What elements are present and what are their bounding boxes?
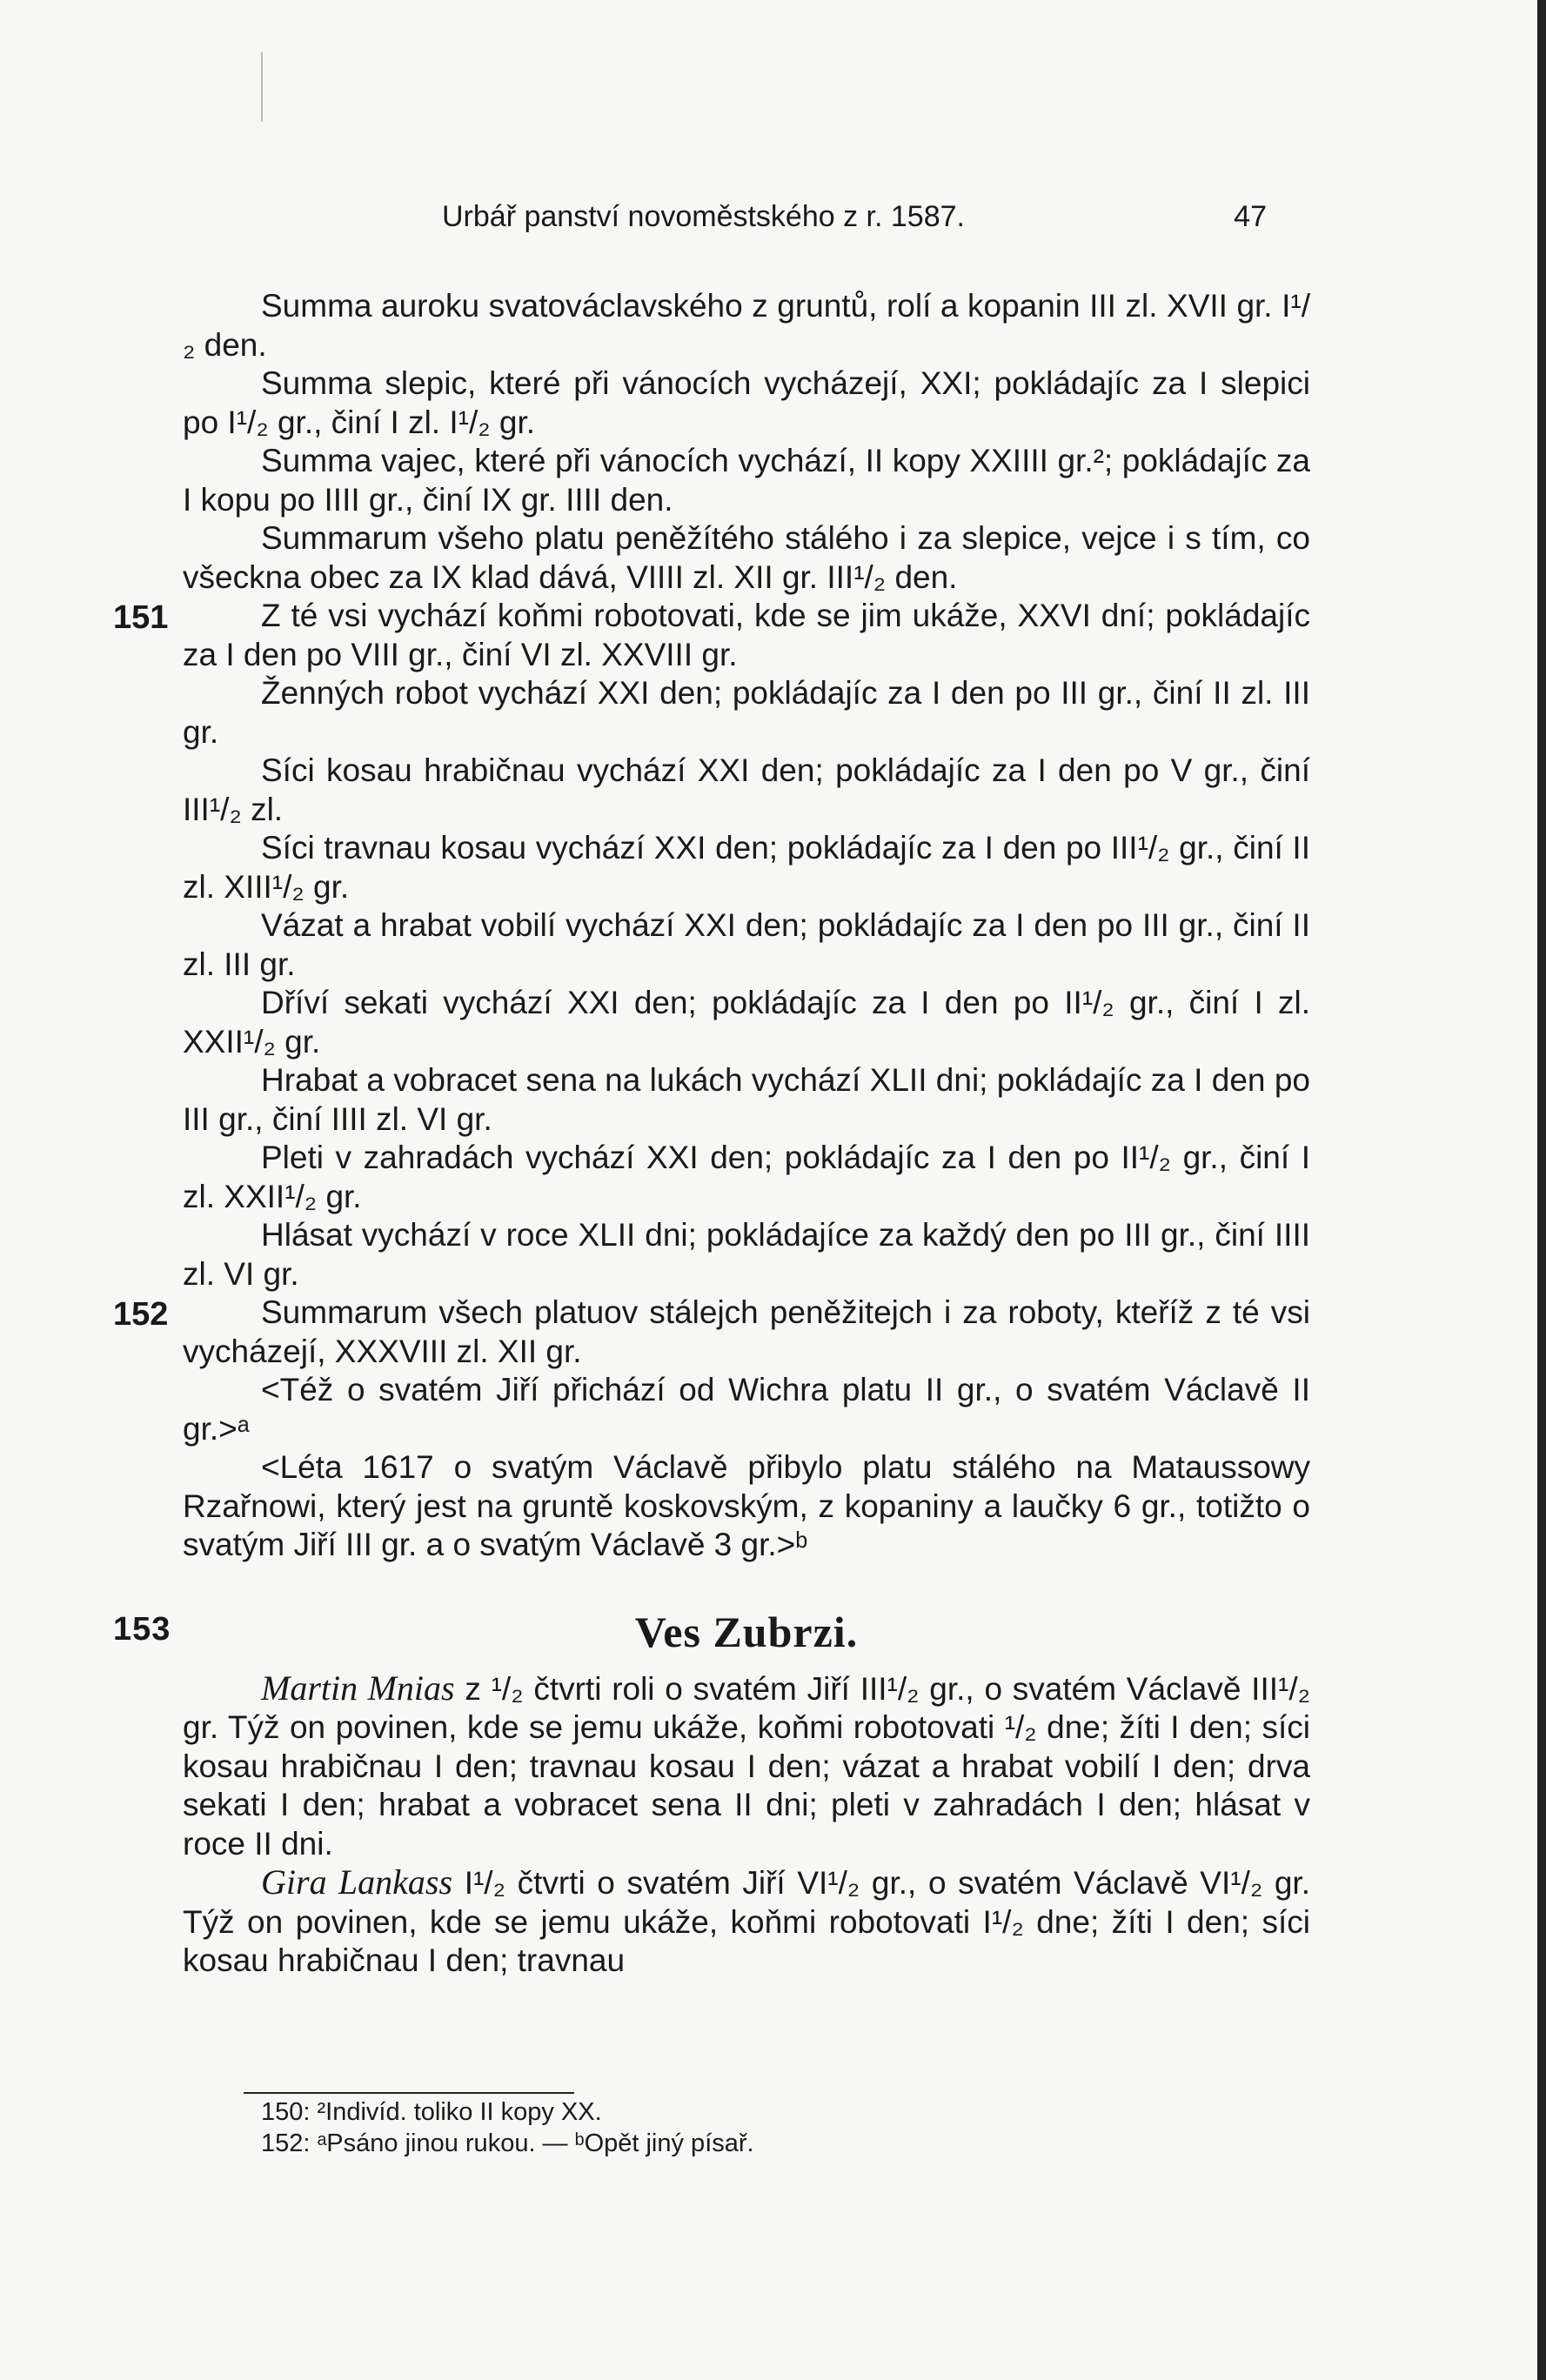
- margin-number: 152: [113, 1296, 169, 1333]
- section-title: Ves Zubrzi.: [634, 1607, 859, 1656]
- footnotes: [261, 2096, 1218, 2159]
- paragraph: Vázat a hrabat vobilí vychází XXI den; pokládajíc za I den po III gr., činí II zl. III gr.: [183, 907, 1310, 982]
- paragraph: Summa auroku svatováclavského z gruntů, rolí a kopanin III zl. XVII gr. I¹/₂ den.: [183, 288, 1310, 363]
- paragraph: Summa vajec, které při vánocích vychází, II kopy XXIIII gr.²; pokládajíc za I kopu po IIII gr., činí IX gr. IIII den.: [183, 443, 1310, 518]
- paragraph: Summarum všeho platu peněžítého stálého i za slepice, vejce i s tím, co všeckna obec za IX klad dává, VIIII zl. XII gr. III¹/₂ den.: [183, 520, 1310, 595]
- paragraph: Síci kosau hrabičnau vychází XXI den; pokládajíc za I den po V gr., činí III¹/₂ zl.: [183, 752, 1310, 827]
- person-name: Martin Mnias: [261, 1668, 455, 1708]
- margin-number: 153: [113, 1610, 171, 1648]
- footnote: 150: ²Indivíd. toliko II kopy XX.: [261, 2098, 602, 2126]
- paragraph: Ženných robot vychází XXI den; pokládajíc za I den po III gr., činí II zl. III gr.: [183, 675, 1310, 750]
- paragraph: <Též o svatém Jiří přichází od Wichra platu II gr., o svatém Václavě II gr.>ᵃ: [183, 1372, 1310, 1447]
- running-head: [442, 200, 1267, 234]
- paragraph: Dříví sekati vychází XXI den; pokládajíc za I den po II¹/₂ gr., činí I zl. XXII¹/₂ gr.: [183, 985, 1310, 1060]
- page-body: [113, 287, 1310, 1981]
- scan-edge: [1537, 0, 1546, 2380]
- paragraph: Gira Lankass I¹/₂ čtvrti o svatém Jiří VI¹/₂ gr., o svatém Václavě VI¹/₂ gr. Týž on povinen, kde se jemu ukáže, koňmi robotovati I¹/₂ dne; žíti I den; síci kosau hrabičnau I den; travnau: [183, 1862, 1310, 1978]
- margin-number: 151: [113, 599, 169, 636]
- paragraph: Pleti v zahradách vychází XXI den; pokládajíc za I den po II¹/₂ gr., činí I zl. XXII¹/₂ gr.: [183, 1140, 1310, 1214]
- person-name: Gira Lankass: [261, 1862, 453, 1902]
- paragraph: 151 Z té vsi vychází koňmi robotovati, kde se jim ukáže, XXVI dní; pokládajíc za I den po VIII gr., činí VI zl. XXVIII gr.: [113, 598, 1310, 672]
- paragraph: Hrabat a vobracet sena na lukách vychází XLII dni; pokládajíc za I den po III gr., činí IIII zl. VI gr.: [183, 1062, 1310, 1137]
- paragraph: Summa slepic, které při vánocích vycházejí, XXI; pokládajíc za I slepici po I¹/₂ gr., činí I zl. I¹/₂ gr.: [183, 365, 1310, 440]
- paragraph: 152 Summarum všech platuov stálejch peněžitejch i za roboty, kteříž z té vsi vycházejí, XXXVIII zl. XII gr.: [113, 1294, 1310, 1369]
- paragraph: Martin Mnias z ¹/₂ čtvrti roli o svatém Jiří III¹/₂ gr., o svatém Václavě III¹/₂ gr. Týž on povinen, kde se jemu ukáže, koňmi robotovati ¹/₂ dne; žíti I den; síci kosau hrabičnau I den; travnau kosau I den; vázat a hrabat vobilí I den; drva sekati I den; hrabat a vobracet sena II dni; pleti v zahradách I den; hlásat v roce II dni.: [183, 1668, 1310, 1862]
- page-number: 47: [1234, 200, 1267, 233]
- paragraph: Hlásat vychází v roce XLII dni; pokládajíce za každý den po III gr., činí IIII zl. VI gr.: [183, 1217, 1310, 1292]
- page-title: Urbář panství novoměstského z r. 1587.: [442, 200, 965, 233]
- footnote: 152: ᵃPsáno jinou rukou. — ᵇOpět jiný písař.: [261, 2129, 754, 2157]
- paragraph: <Léta 1617 o svatým Václavě přibylo platu stálého na Mataussowy Rzařnowi, který jest na gruntě koskovským, z kopaniny a laučky 6 gr., totižto o svatým Jiří III gr. a o svatým Václavě 3 gr.>ᵇ: [183, 1449, 1310, 1562]
- footnote-divider: [244, 2092, 574, 2094]
- scan-edge-mark: [261, 52, 263, 122]
- section-heading: [113, 1603, 1310, 1661]
- paragraph: Síci travnau kosau vychází XXI den; pokládajíc za I den po III¹/₂ gr., činí II zl. XIII¹/₂ gr.: [183, 830, 1310, 905]
